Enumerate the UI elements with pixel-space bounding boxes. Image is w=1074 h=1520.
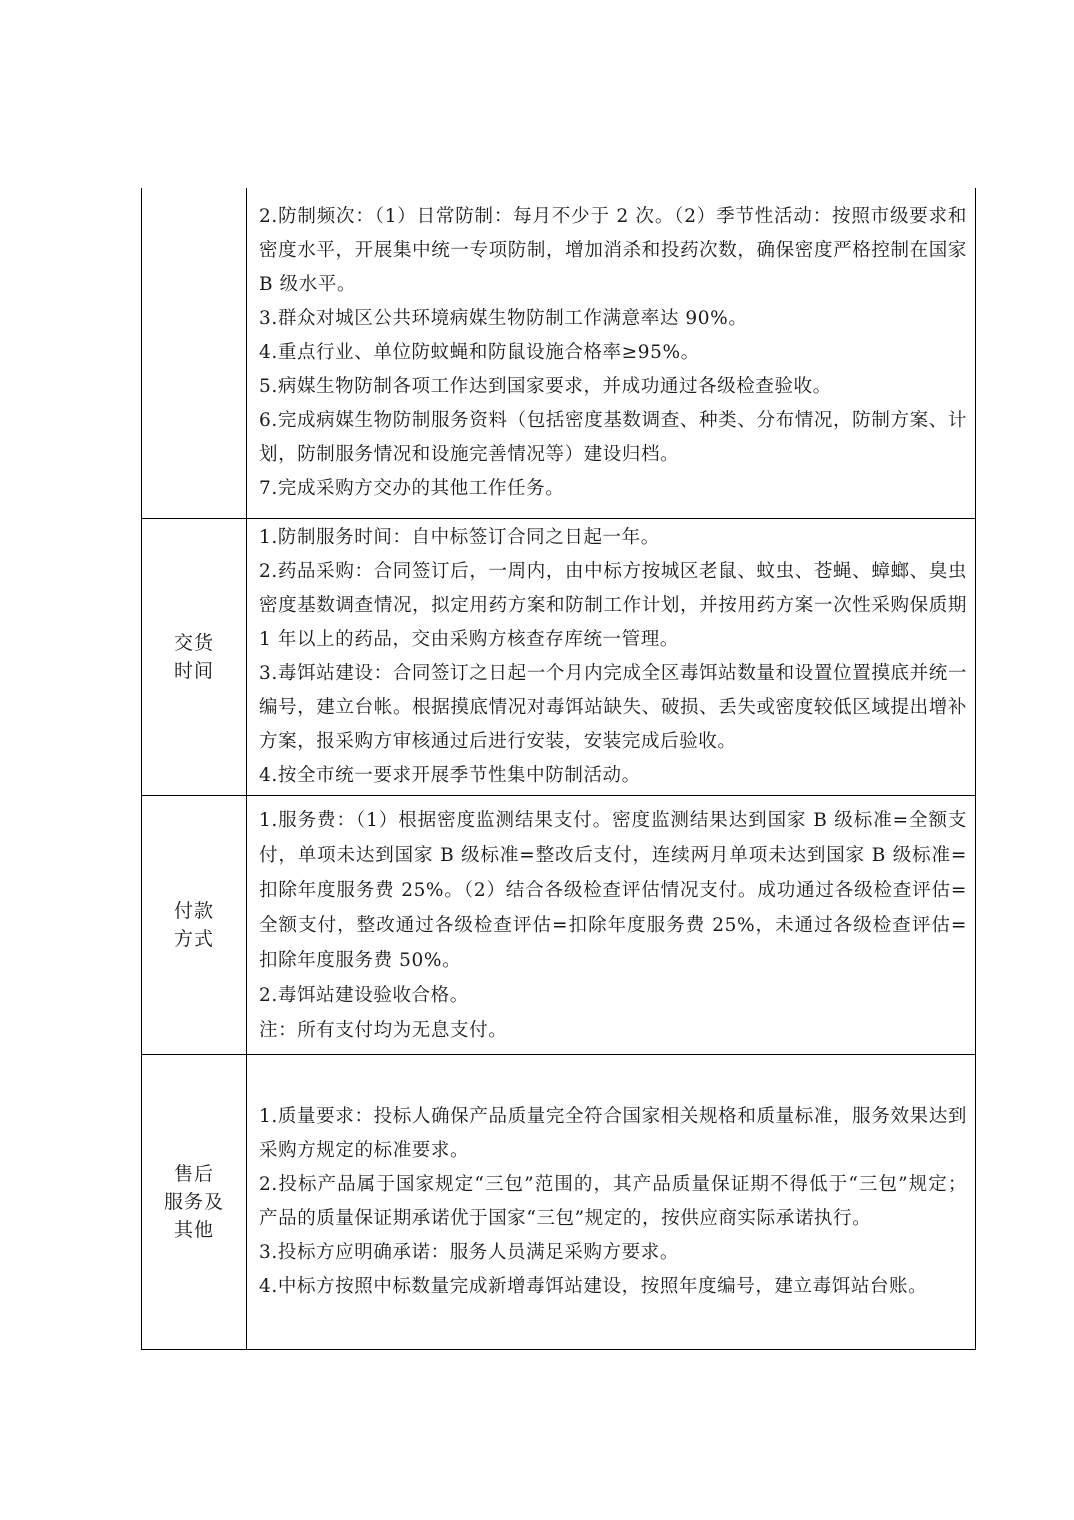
content-paragraph: 2.药品采购：合同签订后，一周内，由中标方按城区老鼠、蚊虫、苍蝇、蟑螂、臭虫密度基数调查情况，拟定用药方案和防制工作计划，并按用药方案一次性采购保质期 1 年以上的药品，交由采购方核查存库统一管理。 bbox=[259, 561, 967, 650]
content-paragraph: 2.防制频次：（1）日常防制：每月不少于 2 次。（2）季节性活动：按照市级要求和密度水平，开展集中统一专项防制，增加消杀和投药次数，确保密度严格控制在国家 B 级水平。 bbox=[259, 206, 967, 295]
content-paragraph: 注：所有支付均为无息支付。 bbox=[259, 1019, 508, 1041]
content-paragraph: 1.质量要求：投标人确保产品质量完全符合国家相关规格和质量标准，服务效果达到采购方规定的标准要求。 bbox=[259, 1106, 967, 1161]
content-paragraph: 2.毒饵站建设验收合格。 bbox=[259, 984, 469, 1006]
row-label-line: 时间 bbox=[173, 660, 214, 682]
row-label-cell bbox=[142, 796, 247, 1055]
content-paragraph: 6.完成病媒生物防制服务资料（包括密度基数调查、种类、分布情况，防制方案、计划，防制服务情况和设施完善情况等）建设归档。 bbox=[259, 410, 967, 465]
row-label-cell bbox=[142, 1055, 247, 1350]
row-label-cell bbox=[142, 519, 247, 796]
content-paragraph: 7.完成采购方交办的其他工作任务。 bbox=[259, 478, 565, 499]
row-label-cell bbox=[142, 188, 247, 519]
row-label-line: 其他 bbox=[173, 1219, 214, 1241]
row-label-line: 付款 bbox=[173, 900, 214, 922]
content-paragraph: 4.中标方按照中标数量完成新增毒饵站建设，按照年度编号，建立毒饵站台账。 bbox=[259, 1276, 928, 1297]
content-paragraph: 3.群众对城区公共环境病媒生物防制工作满意率达 90%。 bbox=[259, 308, 748, 329]
row-label-line: 交货 bbox=[173, 632, 214, 654]
table-row bbox=[142, 796, 976, 1055]
content-paragraph: 4.重点行业、单位防蚊蝇和防鼠设施合格率≥95%。 bbox=[259, 342, 700, 363]
row-content-cell bbox=[247, 1055, 976, 1350]
row-label-line: 售后 bbox=[173, 1163, 214, 1185]
content-paragraph: 3.投标方应明确承诺：服务人员满足采购方要求。 bbox=[259, 1242, 679, 1263]
content-paragraph: 1.防制服务时间：自中标签订合同之日起一年。 bbox=[259, 527, 660, 548]
content-paragraph: 3.毒饵站建设：合同签订之日起一个月内完成全区毒饵站数量和设置位置摸底并统一编号，建立台帐。根据摸底情况对毒饵站缺失、破损、丢失或密度较低区域提出增补方案，报采购方审核通过后进行安装，安装完成后验收。 bbox=[259, 663, 967, 752]
table-row bbox=[142, 1055, 976, 1350]
content-paragraph: 1.服务费：（1）根据密度监测结果支付。密度监测结果达到国家 B 级标准=全额支付，单项未达到国家 B 级标准=整改后支付，连续两月单项未达到国家 B 级标准=扣除年度服务费 25%。（2）结合各级检查评估情况支付。成功通过各级检查评估=全额支付，整改通过各级检查评估=扣除年度服务费 25%，未通过各级检查评估=扣除年度服务费 50%。 bbox=[259, 809, 967, 971]
content-paragraph: 2.投标产品属于国家规定“三包”范围的，其产品质量保证期不得低于“三包”规定；产品的质量保证期承诺优于国家“三包”规定的，按供应商实际承诺执行。 bbox=[259, 1174, 967, 1229]
content-paragraph: 5.病媒生物防制各项工作达到国家要求，并成功通过各级检查验收。 bbox=[259, 376, 832, 397]
row-label-line: 方式 bbox=[173, 928, 214, 950]
row-content-cell bbox=[247, 796, 976, 1055]
table-row bbox=[142, 519, 976, 796]
row-label-line: 服务及 bbox=[163, 1191, 224, 1213]
row-content-cell bbox=[247, 519, 976, 796]
table-row bbox=[142, 188, 976, 519]
content-paragraph: 4.按全市统一要求开展季节性集中防制活动。 bbox=[259, 765, 641, 786]
row-content-cell bbox=[247, 188, 976, 519]
requirements-table bbox=[141, 188, 976, 1350]
